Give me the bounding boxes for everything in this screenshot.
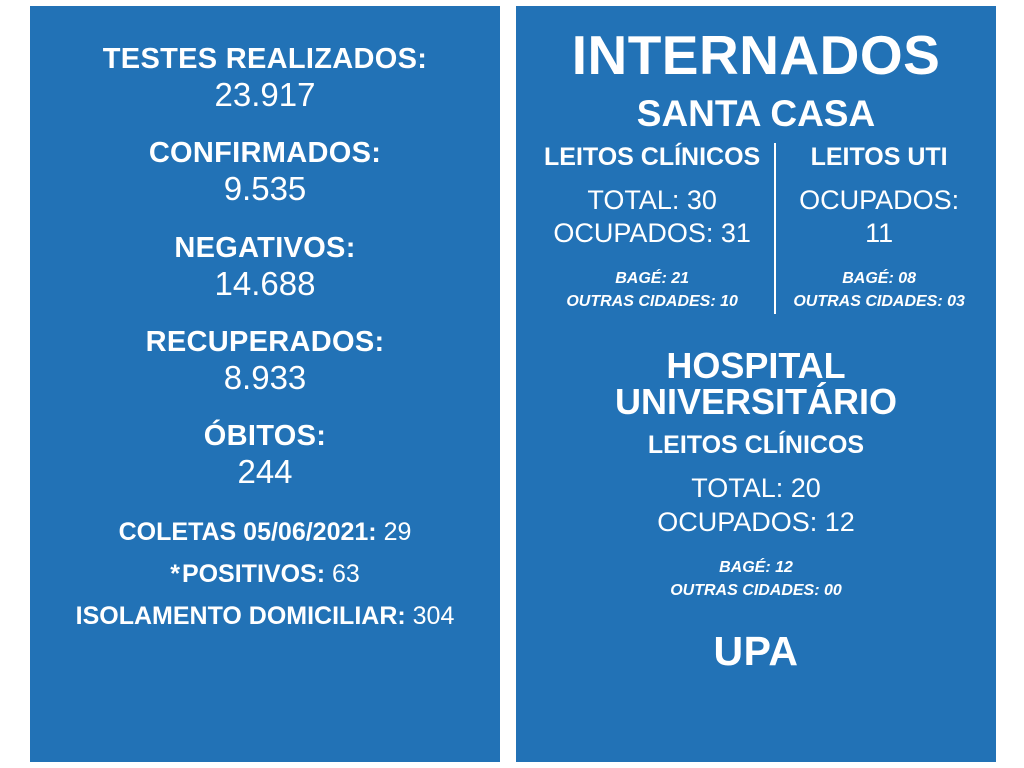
positivos-label: POSITIVOS: [181,559,326,588]
hospital-universitario-title [530,344,982,423]
stat-label: ÓBITOS: [203,420,327,453]
stat-value: 9.535 [223,170,307,208]
daily-figures [50,518,480,631]
isolamento-label: ISOLAMENTO DOMICILIAR: [75,601,406,630]
breakdown-outras-cidades: OUTRAS CIDADES: 00 [670,581,842,599]
hospital-santa-casa-title: SANTA CASA [636,93,876,134]
isolamento-value: 304 [412,601,455,630]
hospital-universitario-line1: HOSPITAL [666,344,846,386]
hospitalizations-panel [516,6,996,762]
breakdown-outras-cidades: OUTRAS CIDADES: 10 [566,293,738,311]
leitos-clinicos-total: TOTAL: 30 [587,184,717,215]
breakdown-bage: BAGÉ: 08 [842,270,917,288]
leitos-clinicos-breakdown [544,267,760,313]
positivos-line [50,560,480,589]
coletas-line [50,518,480,547]
santa-casa-uti-column [774,143,982,314]
stat-obitos [50,421,480,489]
positivos-value: 63 [331,559,360,588]
section-divider [530,314,982,348]
hospital-universitario-line2: UNIVERSITÁRIO [614,381,898,423]
leitos-uti-title: LEITOS UTI [810,142,948,171]
leitos-clinicos-title: LEITOS CLÍNICOS [544,142,761,171]
stat-value: 244 [237,453,293,491]
leitos-clinicos-ocupados: OCUPADOS: 12 [657,506,855,537]
stat-label: CONFIRMADOS: [148,137,382,170]
leitos-clinicos-breakdown [598,556,914,602]
summary-panel [30,6,500,762]
breakdown-bage: BAGÉ: 21 [615,270,690,288]
stat-label: RECUPERADOS: [145,325,385,358]
stat-negativos [50,233,480,301]
page-title: INTERNADOS [571,24,941,86]
hospital-universitario-clinicos [598,431,914,602]
stat-confirmados [50,138,480,206]
coletas-label: COLETAS 05/06/2021: [118,517,377,546]
coletas-value: 29 [383,517,412,546]
stat-value: 14.688 [214,264,316,302]
stat-recuperados [50,327,480,395]
leitos-clinicos-title: LEITOS CLÍNICOS [647,431,865,460]
santa-casa-beds [530,143,982,314]
leitos-clinicos-ocupados: OCUPADOS: 31 [553,218,751,249]
stat-label: NEGATIVOS: [174,231,356,264]
next-section-title: UPA [713,627,799,674]
breakdown-bage: BAGÉ: 12 [719,558,793,576]
stat-value: 23.917 [214,76,316,114]
leitos-uti-breakdown [790,267,968,313]
asterisk-marker: * [170,559,180,588]
stat-testes-realizados [50,44,480,112]
santa-casa-clinicos-column [530,143,774,314]
leitos-uti-ocupados: OCUPADOS: 11 [799,184,960,249]
stat-label: TESTES REALIZADOS: [102,43,428,75]
isolamento-line [50,602,480,631]
stat-value: 8.933 [223,358,307,396]
breakdown-outras-cidades: OUTRAS CIDADES: 03 [793,293,965,311]
leitos-clinicos-total: TOTAL: 20 [691,473,821,504]
